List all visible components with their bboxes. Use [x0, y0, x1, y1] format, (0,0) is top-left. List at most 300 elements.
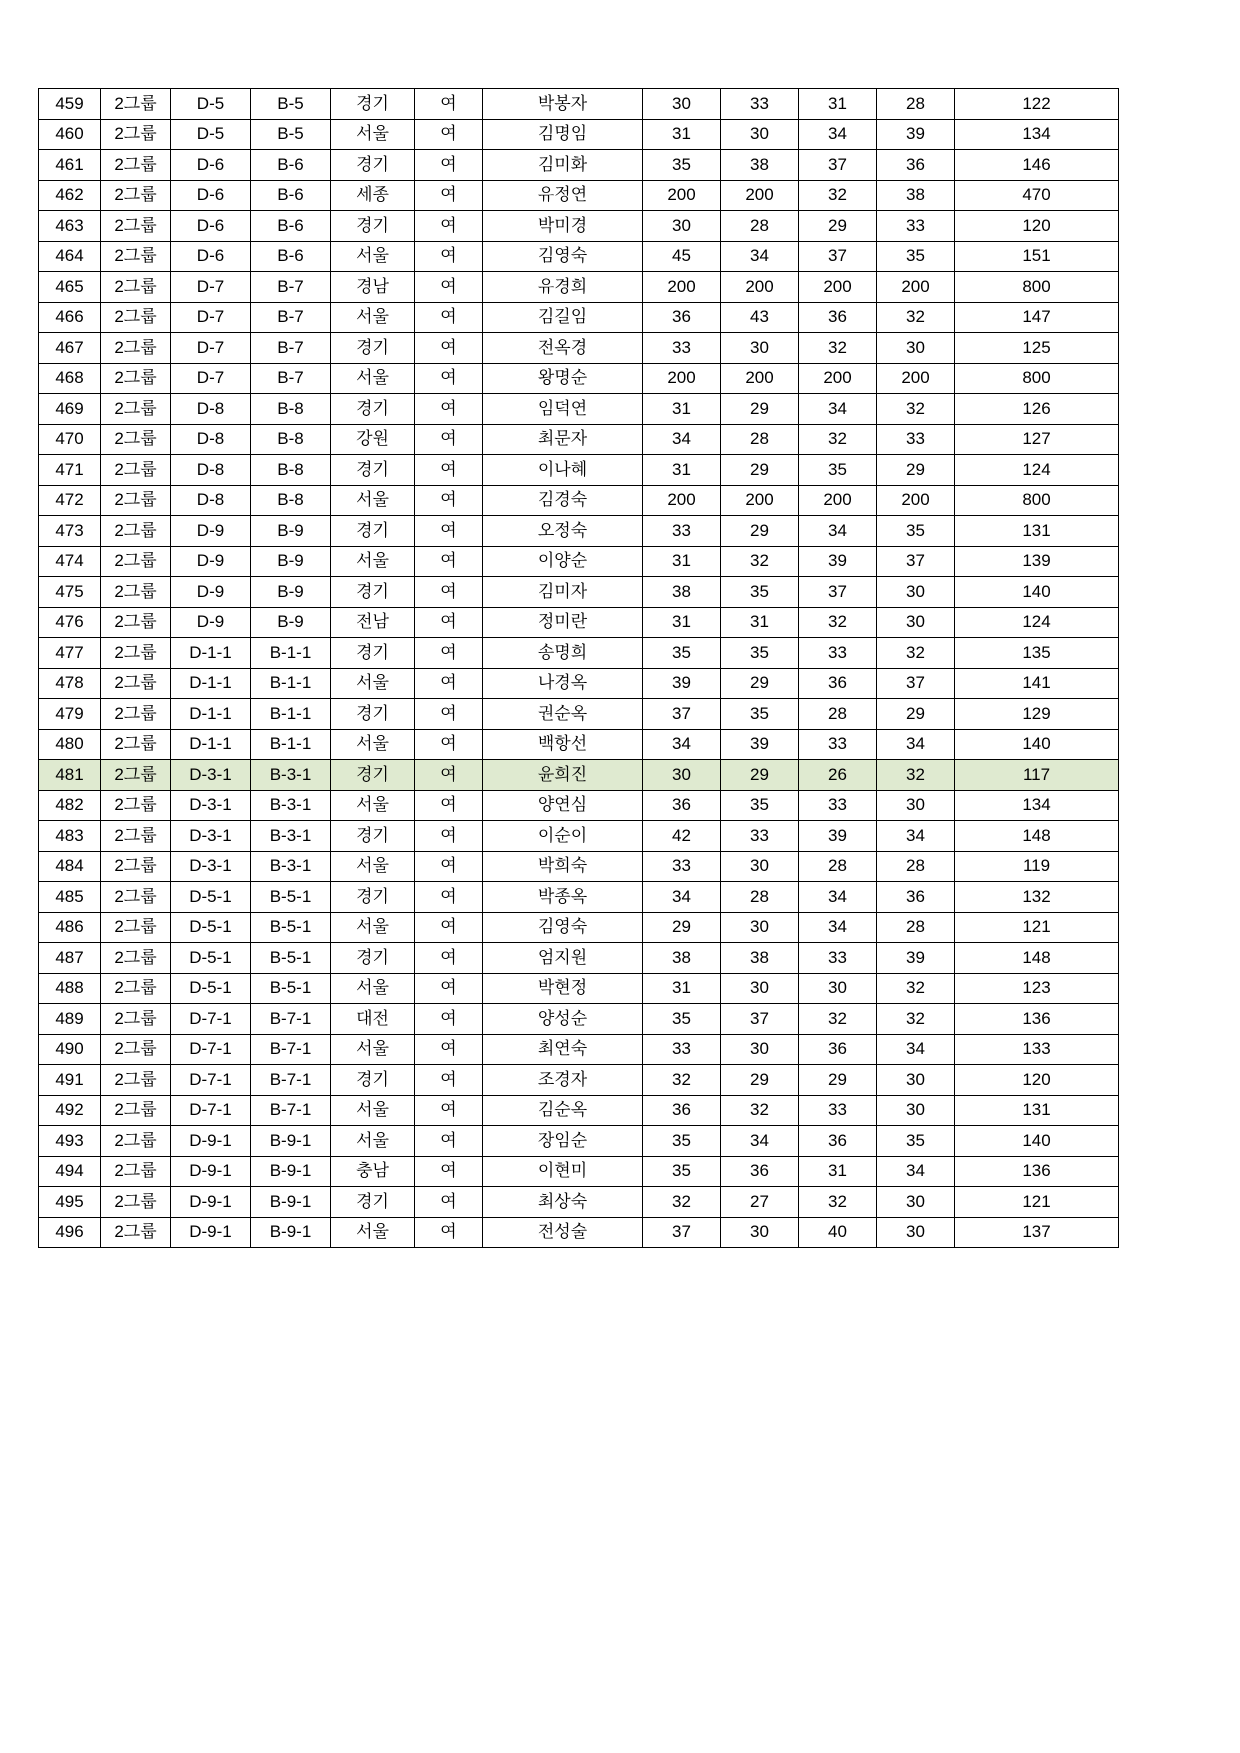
table-row [39, 729, 1119, 760]
cell-name: 김경숙 [483, 485, 643, 516]
cell-no: 466 [39, 302, 101, 333]
cell-score-1: 39 [643, 668, 721, 699]
cell-no: 473 [39, 516, 101, 547]
cell-score-3: 28 [799, 851, 877, 882]
cell-total: 140 [955, 577, 1119, 608]
cell-name: 전성술 [483, 1217, 643, 1248]
cell-group: 2그룹 [101, 882, 171, 913]
cell-score-3: 34 [799, 119, 877, 150]
cell-code1: D-9 [171, 577, 251, 608]
cell-code1: D-1-1 [171, 668, 251, 699]
cell-score-2: 43 [721, 302, 799, 333]
cell-score-3: 36 [799, 1126, 877, 1157]
table-row [39, 851, 1119, 882]
cell-name: 박현정 [483, 973, 643, 1004]
cell-code1: D-8 [171, 485, 251, 516]
cell-region: 경기 [331, 211, 415, 242]
cell-region: 경기 [331, 699, 415, 730]
cell-code1: D-8 [171, 455, 251, 486]
table-row [39, 1156, 1119, 1187]
cell-score-2: 200 [721, 485, 799, 516]
cell-score-2: 29 [721, 1065, 799, 1096]
cell-sex: 여 [415, 1217, 483, 1248]
cell-sex: 여 [415, 1034, 483, 1065]
cell-no: 461 [39, 150, 101, 181]
cell-region: 경기 [331, 455, 415, 486]
cell-code2: B-6 [251, 150, 331, 181]
cell-score-2: 33 [721, 89, 799, 120]
cell-name: 장임순 [483, 1126, 643, 1157]
cell-total: 132 [955, 882, 1119, 913]
cell-sex: 여 [415, 180, 483, 211]
cell-score-2: 200 [721, 180, 799, 211]
cell-code2: B-1-1 [251, 699, 331, 730]
cell-sex: 여 [415, 973, 483, 1004]
cell-group: 2그룹 [101, 607, 171, 638]
cell-group: 2그룹 [101, 912, 171, 943]
cell-score-4: 34 [877, 729, 955, 760]
cell-code2: B-9 [251, 607, 331, 638]
cell-total: 135 [955, 638, 1119, 669]
cell-code1: D-7-1 [171, 1004, 251, 1035]
cell-region: 서울 [331, 668, 415, 699]
cell-score-3: 26 [799, 760, 877, 791]
cell-score-1: 33 [643, 333, 721, 364]
cell-name: 백항선 [483, 729, 643, 760]
cell-sex: 여 [415, 577, 483, 608]
cell-score-3: 32 [799, 333, 877, 364]
cell-sex: 여 [415, 668, 483, 699]
cell-score-1: 31 [643, 394, 721, 425]
cell-no: 482 [39, 790, 101, 821]
cell-group: 2그룹 [101, 211, 171, 242]
cell-score-2: 35 [721, 699, 799, 730]
cell-code1: D-8 [171, 424, 251, 455]
cell-region: 경기 [331, 577, 415, 608]
cell-name: 박희숙 [483, 851, 643, 882]
cell-score-1: 35 [643, 1156, 721, 1187]
cell-score-1: 34 [643, 882, 721, 913]
cell-score-3: 34 [799, 912, 877, 943]
cell-score-1: 35 [643, 638, 721, 669]
table-row [39, 699, 1119, 730]
cell-name: 오정숙 [483, 516, 643, 547]
cell-name: 임덕연 [483, 394, 643, 425]
cell-code1: D-6 [171, 211, 251, 242]
cell-score-4: 30 [877, 790, 955, 821]
cell-score-3: 28 [799, 699, 877, 730]
cell-no: 464 [39, 241, 101, 272]
cell-total: 141 [955, 668, 1119, 699]
cell-name: 박미경 [483, 211, 643, 242]
cell-code2: B-7 [251, 333, 331, 364]
cell-total: 120 [955, 1065, 1119, 1096]
cell-score-4: 30 [877, 1065, 955, 1096]
cell-group: 2그룹 [101, 699, 171, 730]
cell-name: 조경자 [483, 1065, 643, 1096]
cell-total: 133 [955, 1034, 1119, 1065]
cell-score-4: 28 [877, 851, 955, 882]
table-row [39, 241, 1119, 272]
cell-total: 121 [955, 1187, 1119, 1218]
table-row [39, 455, 1119, 486]
cell-score-1: 36 [643, 302, 721, 333]
cell-sex: 여 [415, 1095, 483, 1126]
cell-code1: D-9 [171, 546, 251, 577]
cell-score-4: 28 [877, 912, 955, 943]
cell-score-4: 32 [877, 1004, 955, 1035]
cell-sex: 여 [415, 546, 483, 577]
cell-score-3: 33 [799, 638, 877, 669]
cell-region: 서울 [331, 485, 415, 516]
cell-total: 800 [955, 272, 1119, 303]
cell-code1: D-8 [171, 394, 251, 425]
cell-score-2: 37 [721, 1004, 799, 1035]
cell-group: 2그룹 [101, 1065, 171, 1096]
table-row [39, 1095, 1119, 1126]
cell-code2: B-7-1 [251, 1065, 331, 1096]
cell-total: 129 [955, 699, 1119, 730]
cell-score-2: 38 [721, 150, 799, 181]
cell-score-2: 32 [721, 546, 799, 577]
cell-code2: B-5-1 [251, 943, 331, 974]
cell-total: 136 [955, 1004, 1119, 1035]
cell-score-3: 32 [799, 1187, 877, 1218]
cell-score-2: 29 [721, 394, 799, 425]
cell-score-3: 32 [799, 1004, 877, 1035]
cell-group: 2그룹 [101, 790, 171, 821]
cell-score-3: 33 [799, 790, 877, 821]
table-row [39, 272, 1119, 303]
cell-no: 462 [39, 180, 101, 211]
cell-no: 469 [39, 394, 101, 425]
cell-sex: 여 [415, 1187, 483, 1218]
cell-sex: 여 [415, 302, 483, 333]
cell-no: 489 [39, 1004, 101, 1035]
cell-no: 491 [39, 1065, 101, 1096]
cell-region: 경기 [331, 394, 415, 425]
cell-region: 충남 [331, 1156, 415, 1187]
cell-score-3: 35 [799, 455, 877, 486]
cell-total: 147 [955, 302, 1119, 333]
table-row [39, 150, 1119, 181]
cell-score-3: 29 [799, 1065, 877, 1096]
cell-sex: 여 [415, 882, 483, 913]
cell-no: 471 [39, 455, 101, 486]
cell-score-2: 29 [721, 668, 799, 699]
cell-region: 서울 [331, 1095, 415, 1126]
cell-total: 131 [955, 1095, 1119, 1126]
cell-total: 124 [955, 607, 1119, 638]
score-table-body [39, 89, 1119, 1248]
cell-score-1: 35 [643, 1126, 721, 1157]
cell-code2: B-7-1 [251, 1004, 331, 1035]
cell-code1: D-7 [171, 302, 251, 333]
cell-sex: 여 [415, 119, 483, 150]
cell-name: 최상숙 [483, 1187, 643, 1218]
table-row [39, 973, 1119, 1004]
table-row [39, 302, 1119, 333]
cell-total: 136 [955, 1156, 1119, 1187]
cell-group: 2그룹 [101, 302, 171, 333]
cell-no: 494 [39, 1156, 101, 1187]
cell-no: 490 [39, 1034, 101, 1065]
cell-sex: 여 [415, 272, 483, 303]
table-row [39, 363, 1119, 394]
cell-code2: B-7-1 [251, 1034, 331, 1065]
cell-total: 125 [955, 333, 1119, 364]
cell-score-4: 39 [877, 119, 955, 150]
table-row [39, 943, 1119, 974]
cell-no: 495 [39, 1187, 101, 1218]
cell-region: 서울 [331, 1034, 415, 1065]
cell-group: 2그룹 [101, 546, 171, 577]
cell-score-4: 32 [877, 638, 955, 669]
cell-group: 2그룹 [101, 668, 171, 699]
cell-group: 2그룹 [101, 1095, 171, 1126]
cell-score-1: 36 [643, 1095, 721, 1126]
cell-no: 483 [39, 821, 101, 852]
cell-region: 세종 [331, 180, 415, 211]
cell-region: 서울 [331, 546, 415, 577]
cell-code1: D-9-1 [171, 1156, 251, 1187]
cell-code2: B-8 [251, 424, 331, 455]
cell-code2: B-6 [251, 211, 331, 242]
cell-score-2: 30 [721, 119, 799, 150]
cell-score-1: 38 [643, 943, 721, 974]
cell-score-1: 35 [643, 150, 721, 181]
table-row [39, 1217, 1119, 1248]
cell-code1: D-7-1 [171, 1095, 251, 1126]
cell-code1: D-5-1 [171, 882, 251, 913]
cell-group: 2그룹 [101, 1034, 171, 1065]
cell-code1: D-9-1 [171, 1126, 251, 1157]
cell-group: 2그룹 [101, 333, 171, 364]
cell-sex: 여 [415, 424, 483, 455]
cell-score-4: 30 [877, 577, 955, 608]
cell-sex: 여 [415, 699, 483, 730]
cell-name: 박종옥 [483, 882, 643, 913]
cell-score-3: 31 [799, 89, 877, 120]
cell-name: 김영숙 [483, 241, 643, 272]
table-row [39, 516, 1119, 547]
cell-score-4: 35 [877, 1126, 955, 1157]
cell-total: 120 [955, 211, 1119, 242]
table-row [39, 180, 1119, 211]
cell-region: 전남 [331, 607, 415, 638]
cell-sex: 여 [415, 912, 483, 943]
cell-group: 2그룹 [101, 363, 171, 394]
cell-name: 양성순 [483, 1004, 643, 1035]
cell-group: 2그룹 [101, 1217, 171, 1248]
cell-name: 김미화 [483, 150, 643, 181]
cell-score-3: 33 [799, 729, 877, 760]
cell-score-2: 34 [721, 241, 799, 272]
table-row [39, 607, 1119, 638]
cell-no: 488 [39, 973, 101, 1004]
cell-score-4: 33 [877, 211, 955, 242]
cell-score-3: 29 [799, 211, 877, 242]
cell-total: 148 [955, 821, 1119, 852]
table-row [39, 333, 1119, 364]
cell-score-1: 36 [643, 790, 721, 821]
cell-score-2: 29 [721, 760, 799, 791]
cell-code1: D-7 [171, 272, 251, 303]
cell-score-2: 28 [721, 211, 799, 242]
cell-sex: 여 [415, 607, 483, 638]
cell-no: 486 [39, 912, 101, 943]
cell-score-2: 36 [721, 1156, 799, 1187]
cell-code2: B-5-1 [251, 882, 331, 913]
cell-code1: D-3-1 [171, 851, 251, 882]
cell-score-4: 36 [877, 150, 955, 181]
cell-no: 487 [39, 943, 101, 974]
cell-score-3: 34 [799, 882, 877, 913]
cell-no: 492 [39, 1095, 101, 1126]
cell-no: 463 [39, 211, 101, 242]
cell-score-2: 28 [721, 424, 799, 455]
cell-group: 2그룹 [101, 1187, 171, 1218]
cell-score-1: 33 [643, 1034, 721, 1065]
cell-sex: 여 [415, 851, 483, 882]
cell-no: 484 [39, 851, 101, 882]
cell-score-1: 200 [643, 272, 721, 303]
cell-name: 나경옥 [483, 668, 643, 699]
cell-code2: B-6 [251, 180, 331, 211]
cell-score-1: 32 [643, 1065, 721, 1096]
cell-code2: B-9-1 [251, 1217, 331, 1248]
cell-name: 송명희 [483, 638, 643, 669]
cell-sex: 여 [415, 1004, 483, 1035]
cell-region: 경기 [331, 333, 415, 364]
cell-score-2: 30 [721, 1034, 799, 1065]
cell-score-4: 34 [877, 821, 955, 852]
cell-region: 경기 [331, 943, 415, 974]
cell-code1: D-9 [171, 516, 251, 547]
cell-score-3: 37 [799, 241, 877, 272]
table-row [39, 424, 1119, 455]
cell-score-4: 32 [877, 394, 955, 425]
cell-code2: B-8 [251, 455, 331, 486]
cell-region: 서울 [331, 973, 415, 1004]
cell-total: 800 [955, 363, 1119, 394]
cell-no: 472 [39, 485, 101, 516]
table-row [39, 668, 1119, 699]
cell-score-3: 36 [799, 668, 877, 699]
cell-code1: D-5-1 [171, 943, 251, 974]
cell-total: 470 [955, 180, 1119, 211]
cell-code2: B-9 [251, 516, 331, 547]
cell-score-3: 39 [799, 821, 877, 852]
cell-total: 134 [955, 119, 1119, 150]
cell-code1: D-6 [171, 150, 251, 181]
cell-code2: B-8 [251, 394, 331, 425]
cell-sex: 여 [415, 1156, 483, 1187]
cell-code1: D-7 [171, 363, 251, 394]
cell-sex: 여 [415, 211, 483, 242]
cell-score-4: 34 [877, 1156, 955, 1187]
cell-code1: D-5-1 [171, 973, 251, 1004]
cell-group: 2그룹 [101, 638, 171, 669]
cell-total: 146 [955, 150, 1119, 181]
cell-code1: D-1-1 [171, 729, 251, 760]
cell-sex: 여 [415, 394, 483, 425]
table-row [39, 882, 1119, 913]
cell-score-2: 27 [721, 1187, 799, 1218]
cell-total: 140 [955, 1126, 1119, 1157]
cell-group: 2그룹 [101, 485, 171, 516]
cell-group: 2그룹 [101, 1156, 171, 1187]
cell-code2: B-7 [251, 302, 331, 333]
cell-code2: B-9 [251, 546, 331, 577]
cell-score-4: 200 [877, 485, 955, 516]
cell-name: 윤희진 [483, 760, 643, 791]
cell-score-1: 200 [643, 363, 721, 394]
cell-code1: D-3-1 [171, 821, 251, 852]
cell-score-1: 35 [643, 1004, 721, 1035]
cell-sex: 여 [415, 638, 483, 669]
cell-total: 800 [955, 485, 1119, 516]
table-row [39, 1126, 1119, 1157]
cell-total: 148 [955, 943, 1119, 974]
cell-name: 최문자 [483, 424, 643, 455]
cell-code1: D-9-1 [171, 1217, 251, 1248]
cell-sex: 여 [415, 943, 483, 974]
cell-name: 유정연 [483, 180, 643, 211]
cell-score-1: 34 [643, 424, 721, 455]
cell-score-1: 32 [643, 1187, 721, 1218]
cell-total: 119 [955, 851, 1119, 882]
cell-score-2: 30 [721, 973, 799, 1004]
cell-no: 468 [39, 363, 101, 394]
cell-name: 전옥경 [483, 333, 643, 364]
cell-sex: 여 [415, 89, 483, 120]
cell-name: 이나혜 [483, 455, 643, 486]
cell-score-3: 33 [799, 943, 877, 974]
cell-score-3: 36 [799, 302, 877, 333]
cell-score-2: 30 [721, 851, 799, 882]
cell-score-2: 28 [721, 882, 799, 913]
cell-score-3: 32 [799, 424, 877, 455]
cell-code2: B-7 [251, 363, 331, 394]
table-row [39, 1187, 1119, 1218]
cell-score-1: 200 [643, 485, 721, 516]
cell-sex: 여 [415, 516, 483, 547]
cell-sex: 여 [415, 485, 483, 516]
cell-sex: 여 [415, 363, 483, 394]
cell-code1: D-7-1 [171, 1065, 251, 1096]
cell-group: 2그룹 [101, 180, 171, 211]
cell-score-4: 28 [877, 89, 955, 120]
cell-score-3: 33 [799, 1095, 877, 1126]
cell-code2: B-6 [251, 241, 331, 272]
cell-score-4: 35 [877, 516, 955, 547]
cell-score-3: 36 [799, 1034, 877, 1065]
cell-group: 2그룹 [101, 577, 171, 608]
cell-total: 123 [955, 973, 1119, 1004]
cell-score-4: 39 [877, 943, 955, 974]
cell-score-2: 31 [721, 607, 799, 638]
cell-score-4: 30 [877, 1095, 955, 1126]
cell-score-4: 30 [877, 607, 955, 638]
cell-sex: 여 [415, 1126, 483, 1157]
cell-name: 김미자 [483, 577, 643, 608]
cell-score-3: 34 [799, 516, 877, 547]
cell-score-2: 33 [721, 821, 799, 852]
cell-score-4: 30 [877, 1187, 955, 1218]
cell-score-4: 32 [877, 973, 955, 1004]
cell-score-1: 37 [643, 699, 721, 730]
